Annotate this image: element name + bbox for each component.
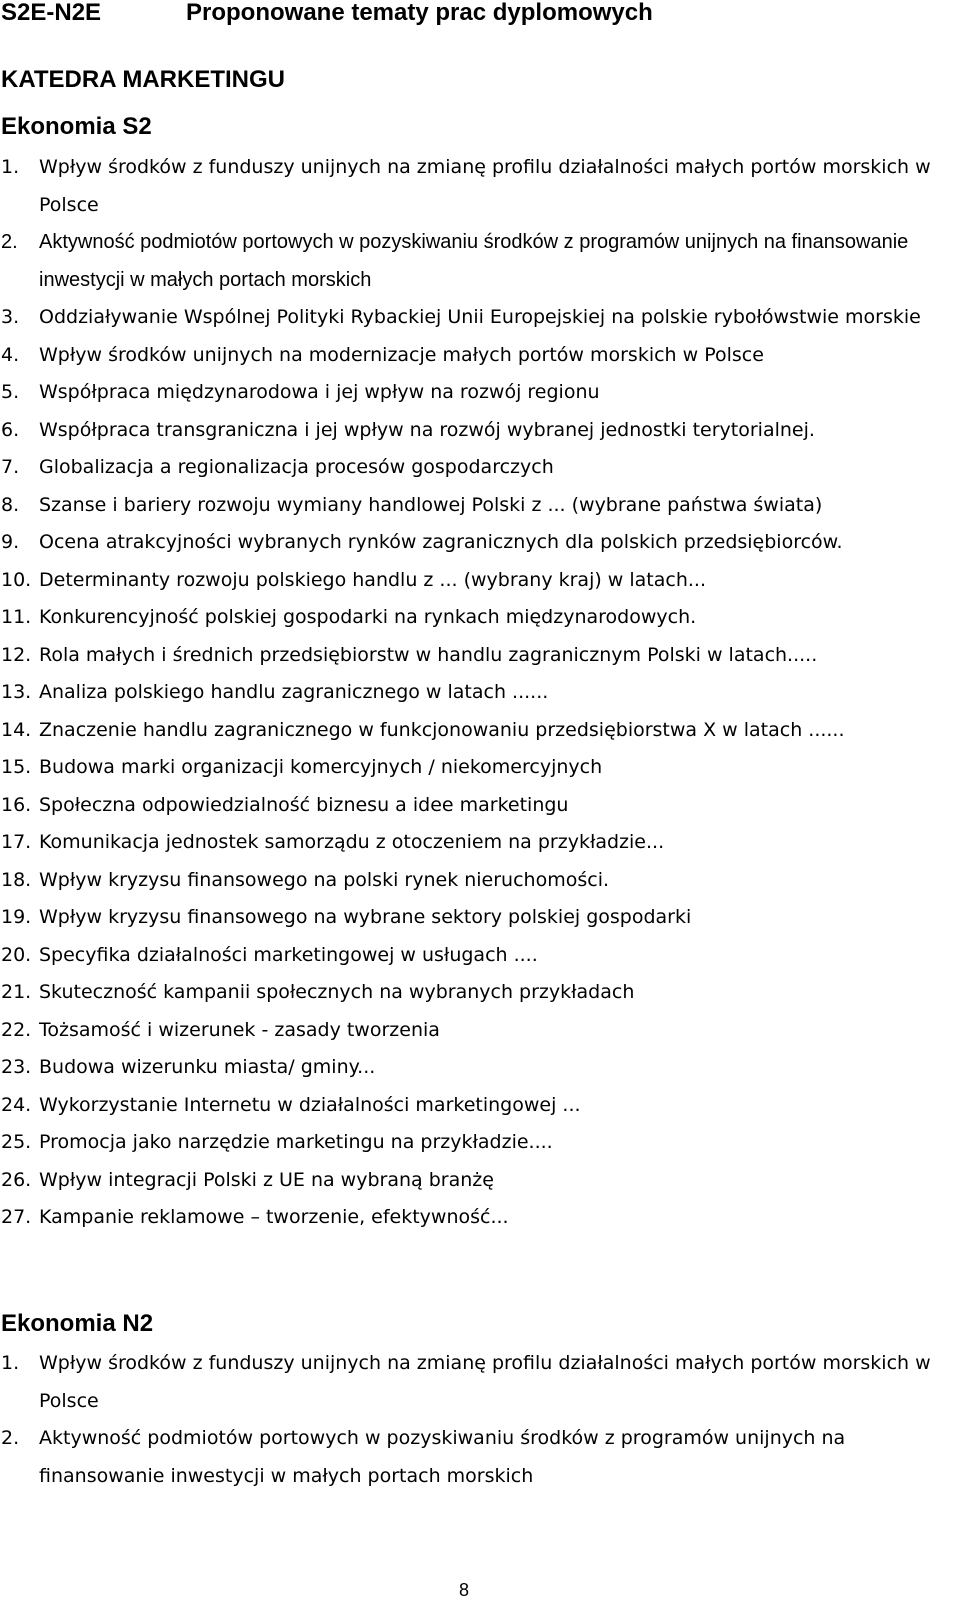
topic-item [0,374,960,412]
topic-number: 6. [1,418,20,441]
topic-item [0,1012,960,1050]
topic-item [0,412,960,450]
topic-item [0,149,960,224]
topic-item [0,824,960,862]
topic-text: Wpływ integracji Polski z UE na wybraną branżę [39,1168,494,1191]
topic-list-s2 [0,149,960,1237]
topic-number: 3. [1,306,20,328]
topic-item [0,712,960,750]
topic-number: 23. [1,1056,32,1078]
topic-number: 10. [1,568,32,591]
topic-item [0,1049,960,1087]
topic-number: 25. [1,1131,32,1153]
topic-number: 21. [1,981,32,1003]
topic-text: Tożsamość i wizerunek - zasady tworzenia [39,1018,440,1041]
topic-text: Budowa marki organizacji komercyjnych / niekomercyjnych [39,756,603,778]
topic-number: 20. [1,943,32,966]
topic-number: 18. [1,868,32,891]
topic-number: 17. [1,831,32,853]
topic-text: Promocja jako narzędzie marketingu na przykładzie.... [39,1131,553,1153]
topic-number: 12. [1,643,32,666]
topic-text: Budowa wizerunku miasta/ gminy... [39,1056,376,1078]
topic-text: Wpływ środków unijnych na modernizacje małych portów morskich w Polsce [39,343,764,366]
topic-item [0,937,960,975]
topic-text: Aktywność podmiotów portowych w pozyskiwaniu środków z programów unijnych na finansowanie inwestycji w małych portach morskich [39,1427,846,1487]
topic-text: Analiza polskiego handlu zagranicznego w latach ...... [39,681,549,703]
topic-number: 27. [1,1206,32,1228]
topic-text: Wpływ kryzysu finansowego na wybrane sektory polskiej gospodarki [39,906,692,928]
topic-number: 2. [1,1427,20,1449]
topic-item [0,224,960,299]
topic-number: 24. [1,1093,32,1116]
topic-number: 2. [1,231,18,253]
topic-number: 19. [1,906,32,928]
topic-item [0,787,960,825]
topic-text: Wykorzystanie Internetu w działalności marketingowej ... [39,1093,581,1116]
topic-number: 1. [1,1352,20,1374]
topic-text: Skuteczność kampanii społecznych na wybranych przykładach [39,981,635,1003]
topic-text: Konkurencyjność polskiej gospodarki na rynkach międzynarodowych. [39,606,697,628]
topic-text: Społeczna odpowiedzialność biznesu a idee marketingu [39,793,569,816]
topic-number: 1. [1,156,20,178]
topic-item [0,1345,960,1420]
topic-number: 13. [1,681,32,703]
topic-text: Globalizacja a regionalizacja procesów gospodarczych [39,456,554,478]
topic-text: Współpraca międzynarodowa i jej wpływ na rozwój regionu [39,381,600,403]
topic-item [0,899,960,937]
topic-item [0,524,960,562]
topic-text: Aktywność podmiotów portowych w pozyskiwaniu środków z programów unijnych na finansowanie inwestycji w małych portach morskich [39,231,909,291]
topic-item [0,674,960,712]
document-title: Proponowane tematy prac dyplomowych [186,0,653,26]
topic-number: 26. [1,1168,32,1191]
topic-text: Komunikacja jednostek samorządu z otoczeniem na przykładzie... [39,831,665,853]
topic-item [0,862,960,900]
topic-item [0,299,960,337]
topic-item [0,749,960,787]
topic-text: Rola małych i średnich przedsiębiorstw w handlu zagranicznym Polski w latach..... [39,643,818,666]
department-title: KATEDRA MARKETINGU [1,66,285,93]
topic-number: 9. [1,531,20,553]
topic-text: Wpływ kryzysu finansowego na polski rynek nieruchomości. [39,868,610,891]
topic-number: 5. [1,381,20,403]
topic-item [0,637,960,675]
topic-text: Kampanie reklamowe – tworzenie, efektywność... [39,1206,509,1228]
topic-item [0,487,960,525]
topic-item [0,337,960,375]
topic-number: 11. [1,606,32,628]
topic-text: Szanse i bariery rozwoju wymiany handlowej Polski z ... (wybrane państwa świata) [39,493,823,516]
topic-list-n2 [0,1345,960,1495]
topic-number: 22. [1,1018,32,1041]
topic-item [0,1199,960,1237]
topic-item [0,599,960,637]
topic-number: 8. [1,493,20,516]
section-title-n2: Ekonomia N2 [1,1310,154,1337]
topic-item [0,1087,960,1125]
topic-item [0,974,960,1012]
topic-text: Specyfika działalności marketingowej w usługach .... [39,943,538,966]
topic-text: Determinanty rozwoju polskiego handlu z ... (wybrany kraj) w latach... [39,568,707,591]
topic-text: Wpływ środków z funduszy unijnych na zmianę profilu działalności małych portów morskich w Polsce [39,1352,931,1412]
topic-text: Ocena atrakcyjności wybranych rynków zagranicznych dla polskich przedsiębiorców. [39,531,843,553]
topic-text: Oddziaływanie Wspólnej Polityki Rybackiej Unii Europejskiej na polskie rybołówstwie morskie [39,306,921,328]
topic-number: 15. [1,756,32,778]
topic-item [0,1162,960,1200]
topic-text: Znaczenie handlu zagranicznego w funkcjonowaniu przedsiębiorstwa X w latach ...... [39,718,845,741]
section-title-s2: Ekonomia S2 [1,113,152,140]
topic-item [0,1420,960,1495]
topic-number: 7. [1,456,20,478]
topic-item [0,449,960,487]
topic-number: 4. [1,343,20,366]
document-code: S2E-N2E [1,0,102,26]
topic-item [0,1124,960,1162]
topic-number: 16. [1,793,32,816]
document-header [0,0,960,26]
topic-number: 14. [1,718,32,741]
page-number: 8 [458,1580,469,1600]
topic-text: Współpraca transgraniczna i jej wpływ na rozwój wybranej jednostki terytorialnej. [39,418,815,441]
topic-text: Wpływ środków z funduszy unijnych na zmianę profilu działalności małych portów morskich w Polsce [39,156,931,216]
topic-item [0,562,960,600]
